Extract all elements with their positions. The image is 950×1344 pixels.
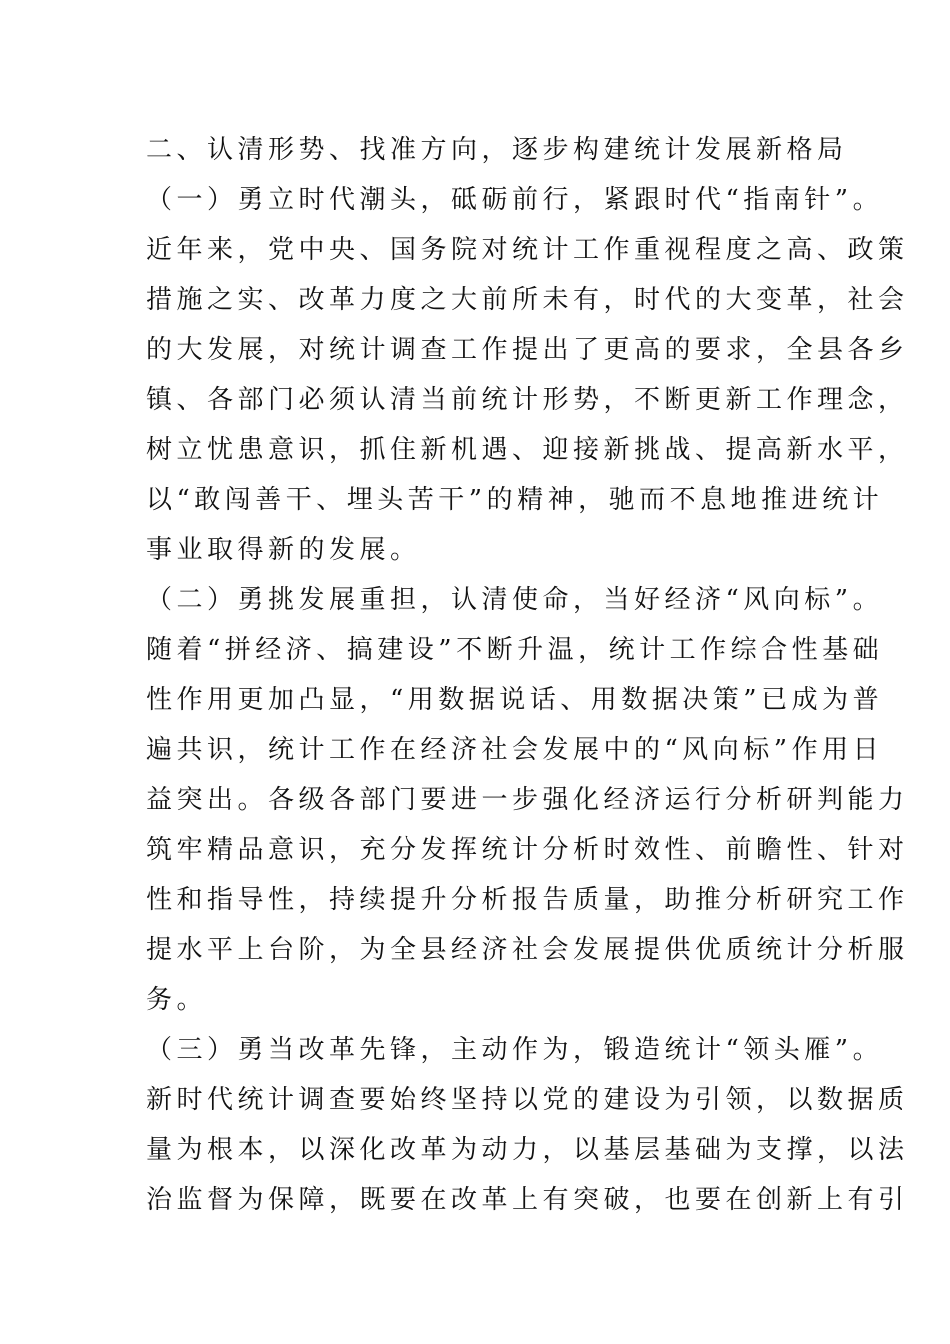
subheading-1: （一）勇立时代潮头，砥砺前行，紧跟时代“指南针”。 xyxy=(146,185,884,215)
text-line: 性和指导性，持续提升分析报告质量，助推分析研究工作 xyxy=(146,885,909,915)
subheading-2: （二）勇挑发展重担，认清使命，当好经济“风向标”。 xyxy=(146,585,884,615)
section-heading: 二、认清形势、找准方向，逐步构建统计发展新格局 xyxy=(146,135,848,165)
text-line: 治监督为保障，既要在改革上有突破，也要在创新上有引 xyxy=(146,1185,909,1215)
text-line: 务。 xyxy=(146,985,208,1015)
text-line: 以“敢闯善干、埋头苦干”的精神，驰而不息地推进统计 xyxy=(146,485,884,515)
text-line: 益突出。各级各部门要进一步强化经济运行分析研判能力 xyxy=(146,785,909,815)
text-line: 镇、各部门必须认清当前统计形势，不断更新工作理念， xyxy=(146,385,909,415)
text-line: 的大发展，对统计调查工作提出了更高的要求，全县各乡 xyxy=(146,335,909,365)
text-line: 提水平上台阶，为全县经济社会发展提供优质统计分析服 xyxy=(146,935,909,965)
subheading-3: （三）勇当改革先锋，主动作为，锻造统计“领头雁”。 xyxy=(146,1035,884,1065)
text-line: 新时代统计调查要始终坚持以党的建设为引领，以数据质 xyxy=(146,1085,909,1115)
text-line: 性作用更加凸显，“用数据说话、用数据决策”已成为普 xyxy=(146,685,884,715)
text-line: 随着“拼经济、搞建设”不断升温，统计工作综合性基础 xyxy=(146,635,884,665)
text-line: 筑牢精品意识，充分发挥统计分析时效性、前瞻性、针对 xyxy=(146,835,909,865)
text-line: 量为根本，以深化改革为动力，以基层基础为支撑，以法 xyxy=(146,1135,909,1165)
text-line: 遍共识，统计工作在经济社会发展中的“风向标”作用日 xyxy=(146,735,884,765)
text-line: 措施之实、改革力度之大前所未有，时代的大变革，社会 xyxy=(146,285,909,315)
text-line: 事业取得新的发展。 xyxy=(146,535,421,565)
text-line: 近年来，党中央、国务院对统计工作重视程度之高、政策 xyxy=(146,235,909,265)
text-line: 树立忧患意识，抓住新机遇、迎接新挑战、提高新水平， xyxy=(146,435,909,465)
